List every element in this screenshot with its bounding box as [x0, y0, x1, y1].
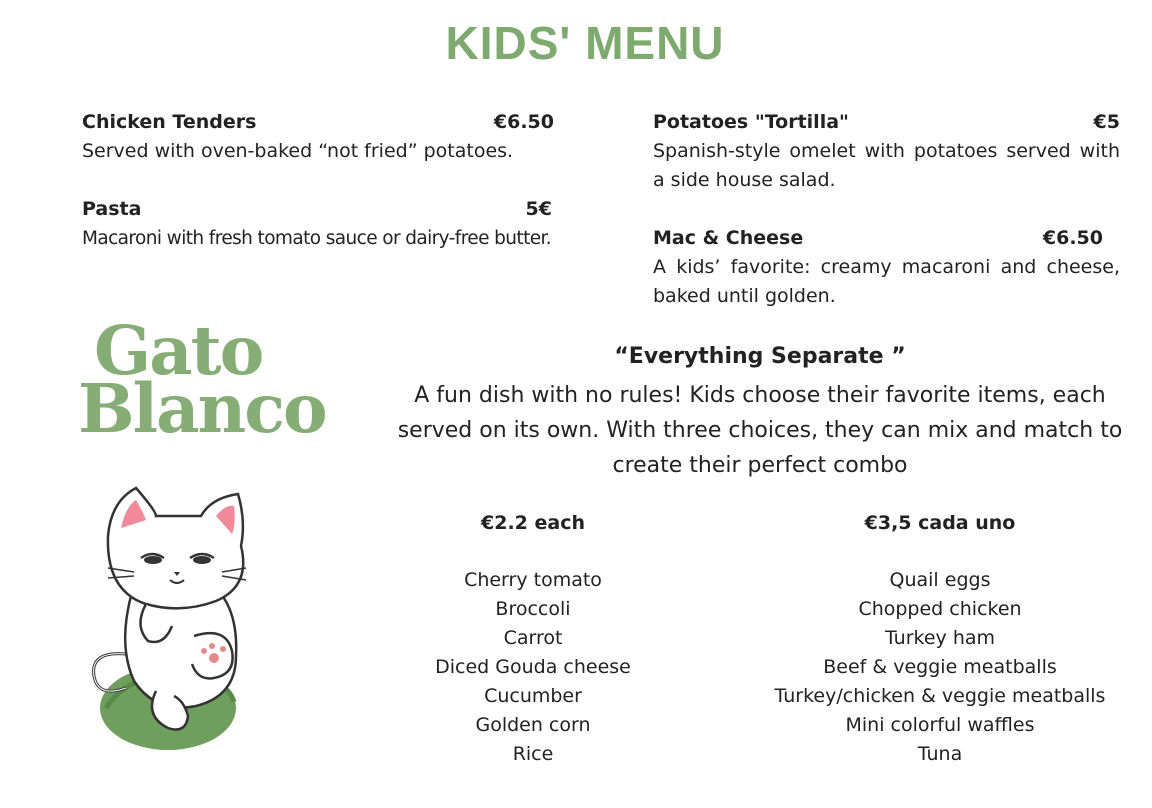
everything-separate-title: “Everything Separate ” — [614, 344, 906, 369]
logo-line-1: Gato — [94, 311, 263, 390]
list-item: Golden corn — [475, 714, 591, 736]
logo-line-2: Blanco — [78, 369, 326, 448]
cat-illustration-icon — [86, 476, 266, 760]
item-name: Chicken Tenders — [82, 111, 257, 133]
list-item: Cherry tomato — [464, 569, 602, 591]
item-description: A kids’ favorite: creamy macaroni and cheese, baked until golden. — [653, 256, 1120, 307]
everything-separate-description: A fun dish with no rules! Kids choose their favorite items, each served on its own. With three choices, they can mix and match to create their perfect combo — [397, 383, 1123, 478]
item-price: €5 — [1093, 111, 1120, 133]
menu-title: KIDS' MENU — [445, 17, 725, 69]
column-header: €3,5 cada uno — [864, 512, 1016, 534]
item-description: Macaroni with fresh tomato sauce or dairy-free butter. — [82, 228, 552, 249]
item-price: €6.50 — [493, 111, 554, 133]
list-item: Quail eggs — [889, 569, 991, 591]
list-item: Broccoli — [495, 598, 571, 620]
list-item: Chopped chicken — [858, 598, 1022, 620]
item-name: Pasta — [82, 198, 142, 220]
menu-item-potatoes-tortilla — [653, 108, 1120, 195]
list-item: Mini colorful waffles — [845, 714, 1035, 736]
options-column-2-2 — [412, 508, 654, 769]
item-price: €6.50 — [1042, 227, 1103, 249]
item-name: Potatoes "Tortilla" — [653, 111, 849, 133]
list-item: Beef & veggie meatballs — [823, 656, 1057, 678]
menu-item-pasta — [82, 195, 582, 253]
list-item: Carrot — [503, 627, 563, 649]
item-description: Served with oven-baked “not fried” potatoes. — [82, 140, 514, 162]
menu-item-chicken-tenders — [82, 108, 554, 166]
gato-blanco-logo — [78, 311, 338, 448]
options-column-3-5 — [750, 508, 1130, 769]
item-name: Mac & Cheese — [653, 227, 804, 249]
list-item: Rice — [512, 743, 554, 765]
item-price: 5€ — [525, 198, 552, 220]
list-item: Tuna — [917, 743, 963, 765]
list-item: Turkey ham — [884, 627, 996, 649]
menu-item-mac-cheese — [653, 224, 1120, 311]
list-item: Turkey/chicken & veggie meatballs — [774, 685, 1106, 707]
column-header: €2.2 each — [481, 512, 585, 534]
item-description: Spanish-style omelet with potatoes served with a side house salad. — [653, 140, 1120, 191]
list-item: Cucumber — [484, 685, 582, 707]
list-item: Diced Gouda cheese — [435, 656, 631, 678]
